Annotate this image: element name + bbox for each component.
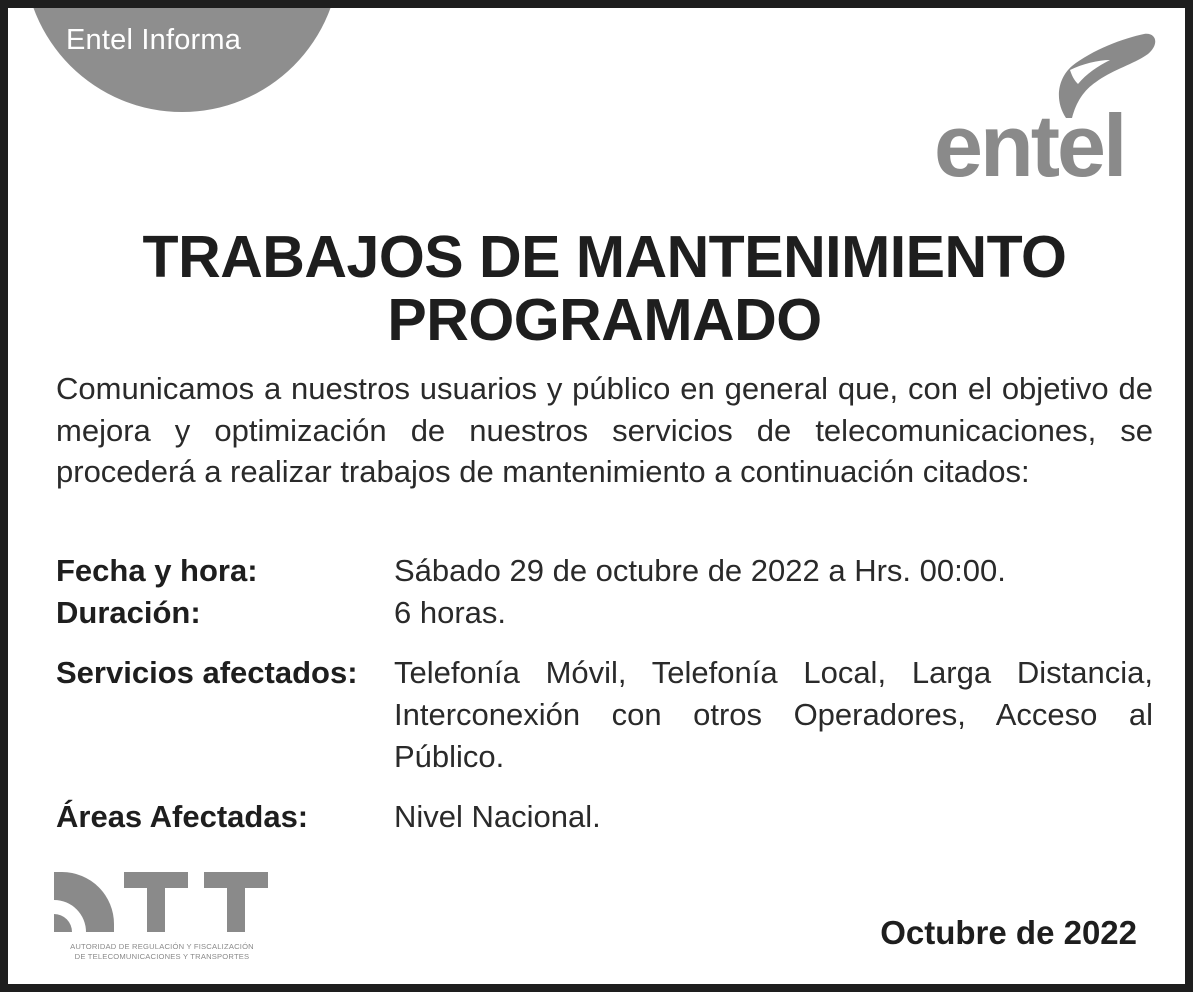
att-caption-line-2: DE TELECOMUNICACIONES Y TRANSPORTES xyxy=(74,952,250,961)
servicios-value: Telefonía Móvil, Telefonía Local, Larga Distancia, Interconexión con otros Operadores, Acceso al Público. xyxy=(394,655,1153,774)
areas-label: Áreas Afectadas: xyxy=(56,799,309,834)
duracion-value: 6 horas. xyxy=(394,595,507,630)
footer-date: Octubre de 2022 xyxy=(880,914,1137,951)
intro-paragraph: Comunicamos a nuestros usuarios y público en general que, con el objetivo de mejora y optimización de nuestros servicios de telecomunicaciones, se procederá a realizar trabajos de mantenimiento a continuación citados: xyxy=(56,371,1153,489)
servicios-label: Servicios afectados: xyxy=(56,655,358,690)
page-title xyxy=(68,226,1141,352)
title-line-1: TRABAJOS DE MANTENIMIENTO xyxy=(142,224,1067,290)
att-caption-line-1: AUTORIDAD DE REGULACIÓN Y FISCALIZACIÓN xyxy=(70,942,254,951)
att-caption xyxy=(52,942,272,962)
entel-logo: entel xyxy=(934,96,1125,195)
informa-badge-label: Entel Informa xyxy=(66,24,242,56)
areas-value: Nivel Nacional. xyxy=(394,799,601,834)
duracion-label: Duración: xyxy=(56,595,201,630)
title-line-2: PROGRAMADO xyxy=(387,287,822,353)
fecha-value: Sábado 29 de octubre de 2022 a Hrs. 00:00. xyxy=(394,553,1006,588)
fecha-label: Fecha y hora: xyxy=(56,553,258,588)
